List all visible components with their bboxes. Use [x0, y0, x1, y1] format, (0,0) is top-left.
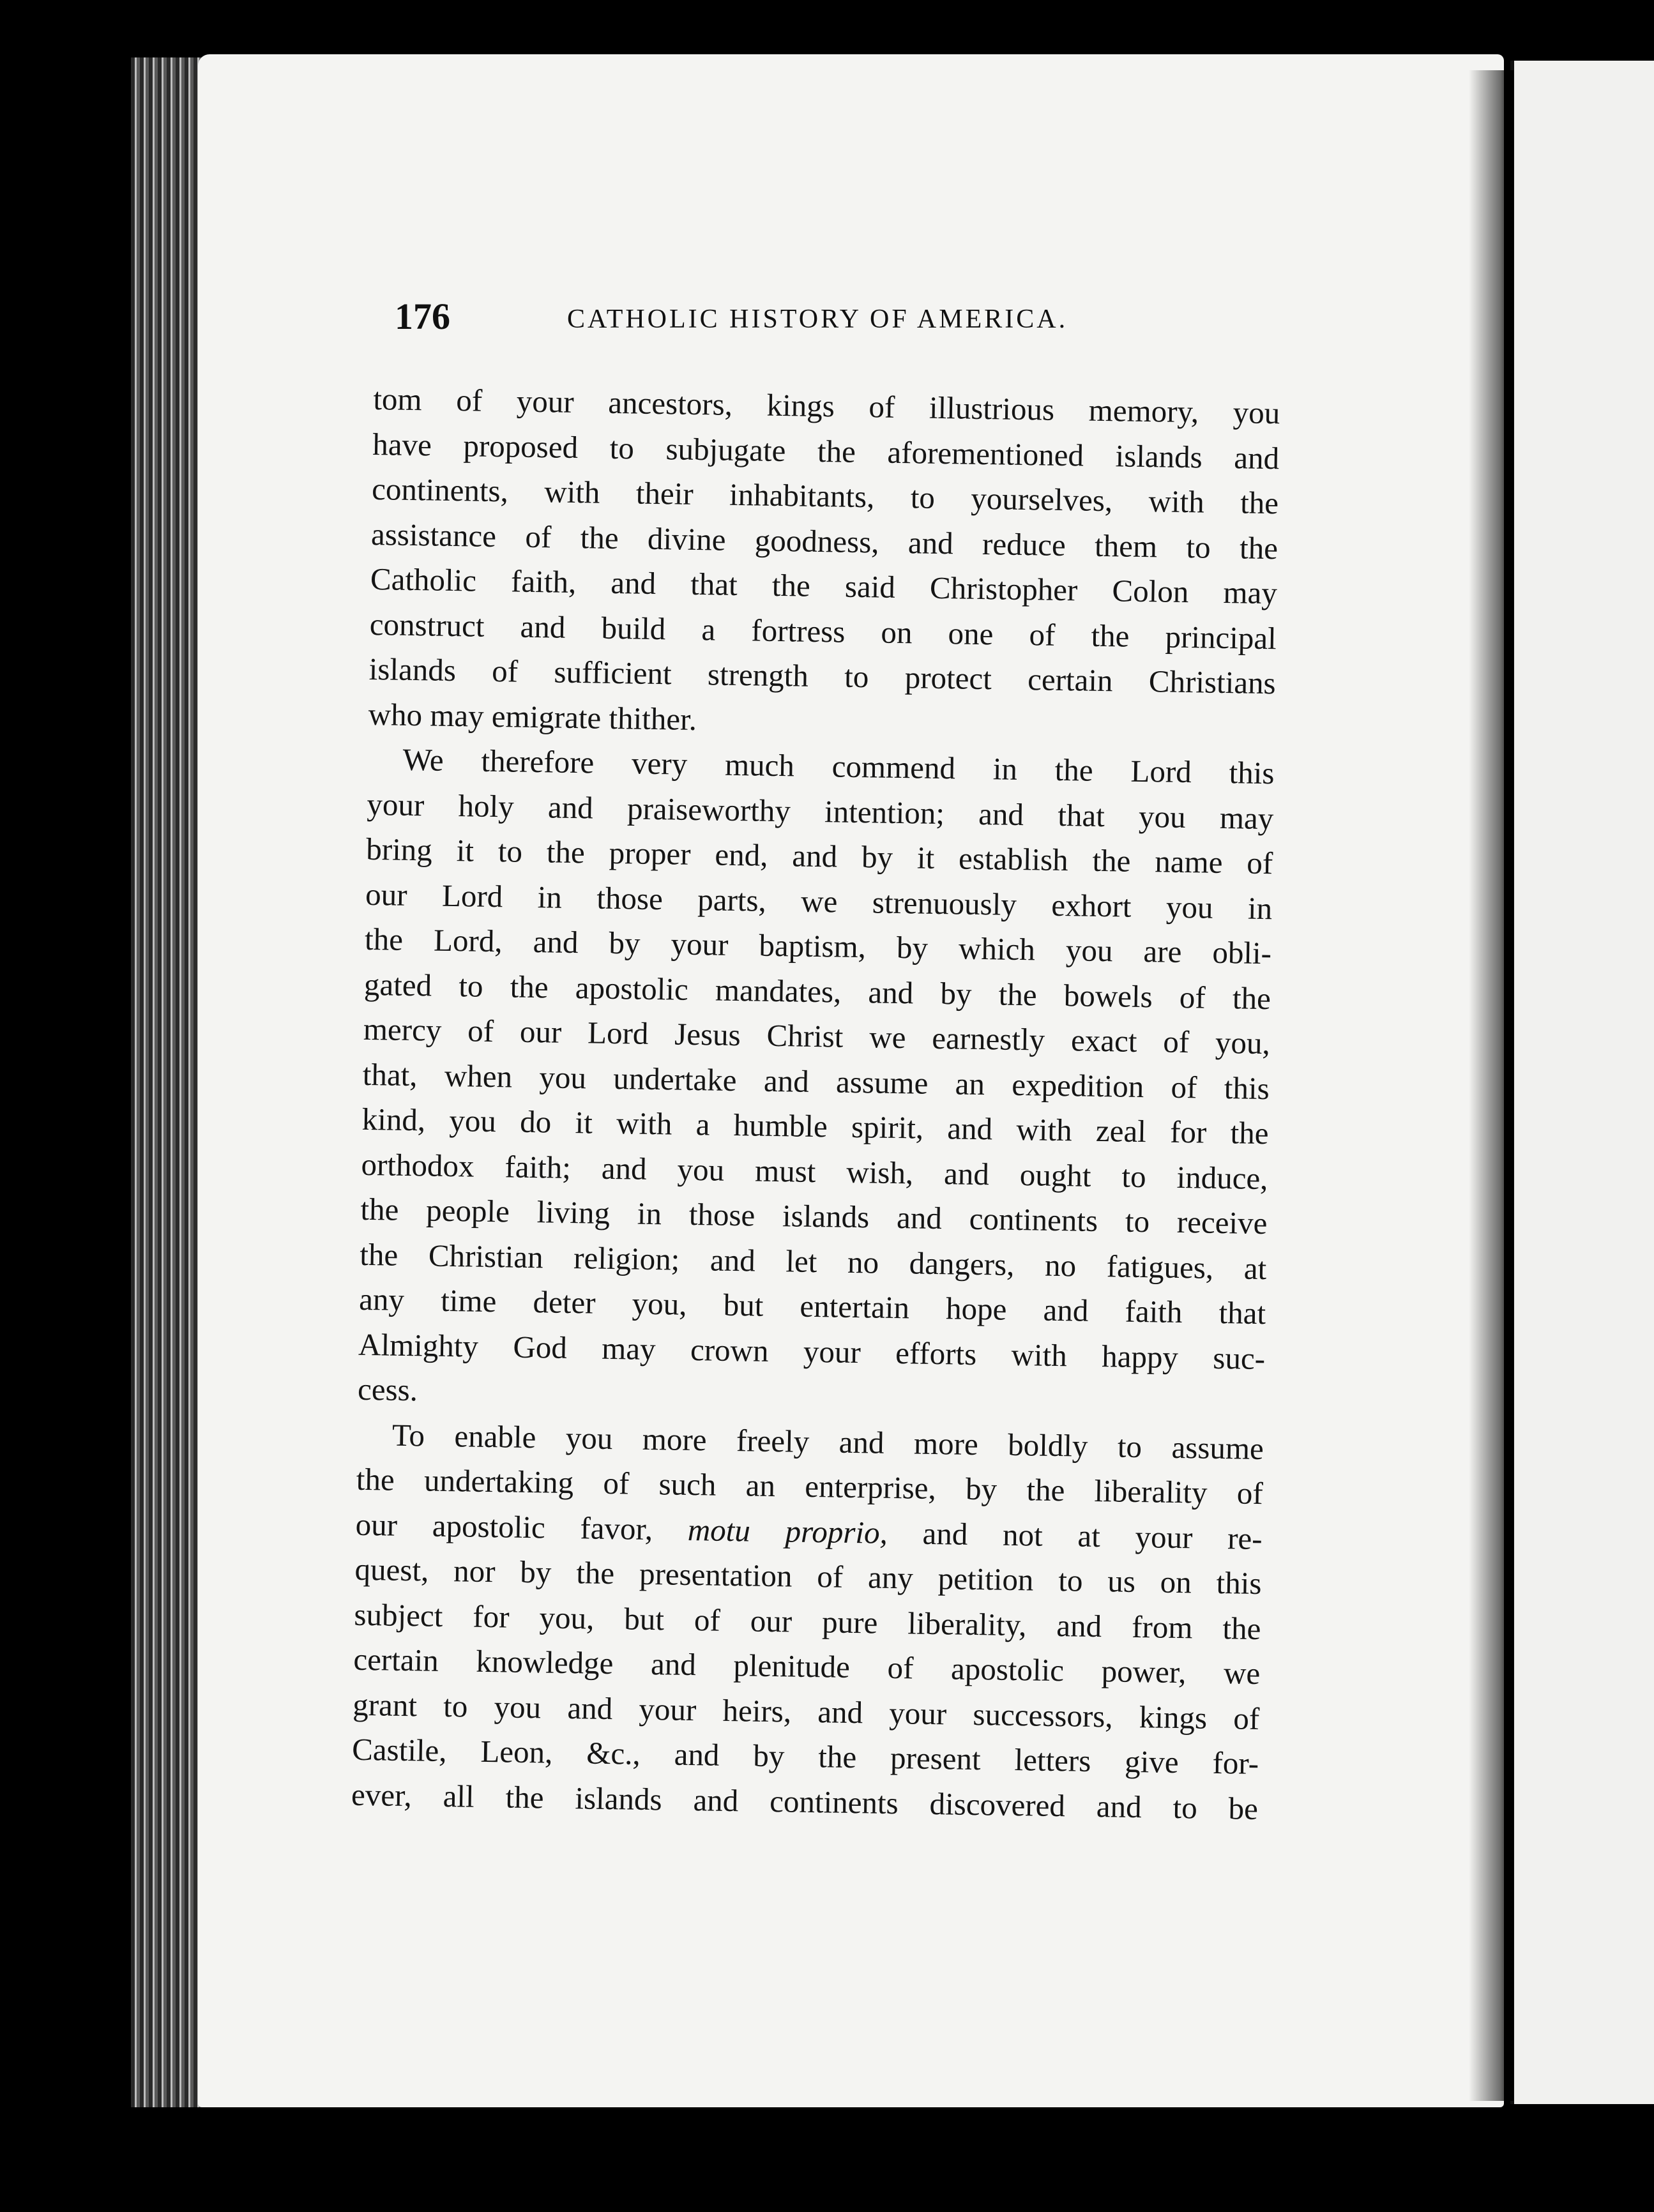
text-line: the Lord, and by your baptism, by which you are obli-	[364, 921, 1272, 971]
text-line: ever, all the islands and continents discovered and to be	[351, 1776, 1259, 1826]
body-text	[351, 377, 1280, 1831]
text-line: Almighty God may crown your efforts with happy suc-	[358, 1326, 1266, 1376]
text-line: construct and build a fortress on one of the principal	[369, 606, 1277, 656]
text-line: tom of your ancestors, kings of illustrious memory, you	[373, 381, 1280, 431]
running-title: CATHOLIC HISTORY OF AMERICA.	[567, 305, 1068, 334]
text-line: certain knowledge and plenitude of apostolic power, we	[353, 1641, 1261, 1692]
text-line: our Lord in those parts, we strenuously exhort you in	[365, 876, 1273, 926]
page-edges	[131, 57, 204, 2107]
text-line: bring it to the proper end, and by it establish the name of	[365, 831, 1273, 881]
paragraph-1	[368, 377, 1280, 751]
text-line: subject for you, but of our pure liberality, and from the	[354, 1596, 1261, 1646]
text-line: the Christian religion; and let no dangers, no fatigues, at	[359, 1236, 1267, 1286]
text-line: Catholic faith, and that the said Christopher Colon may	[370, 561, 1278, 611]
text-line: We therefore very much commend in the Lord this	[402, 741, 1275, 791]
text-line: your holy and praiseworthy intention; and that you may	[367, 786, 1274, 836]
text-line: have proposed to subjugate the aforementioned islands and	[372, 426, 1280, 476]
facing-page-edge	[1510, 61, 1654, 2104]
text-line: quest, nor by the presentation of any petition to us on this	[354, 1551, 1262, 1602]
text-line: cess.	[357, 1371, 418, 1408]
text-line: who may emigrate thither.	[368, 696, 697, 737]
text-line: continents, with their inhabitants, to yourselves, with the	[371, 471, 1279, 521]
text-line: that, when you undertake and assume an expedition of this	[362, 1056, 1270, 1106]
paragraph-2	[358, 737, 1275, 1427]
text-line: kind, you do it with a humble spirit, and with zeal for the	[361, 1101, 1269, 1151]
text-line: gated to the apostolic mandates, and by the bowels of the	[363, 966, 1271, 1016]
text-run: and not at your re-	[887, 1515, 1263, 1556]
text-line: To enable you more freely and more boldly to assume	[391, 1417, 1264, 1466]
text-line: grant to you and your heirs, and your successors, kings of	[352, 1686, 1260, 1736]
text-line: Castile, Leon, &c., and by the present letters give for-	[351, 1731, 1259, 1782]
text-line: orthodox faith; and you must wish, and ought to induce,	[361, 1146, 1268, 1196]
text-line: assistance of the divine goodness, and reduce them to the	[370, 516, 1278, 566]
page-number: 176	[395, 296, 450, 337]
gutter-shadow	[1469, 70, 1514, 2101]
paragraph-3	[351, 1412, 1264, 1831]
text-line: any time deter you, but entertain hope and faith that	[358, 1281, 1266, 1331]
text-line: the people living in those islands and continents to receive	[360, 1191, 1268, 1241]
text-run: our apostolic favor,	[355, 1506, 688, 1547]
text-line: islands of sufficient strength to protect certain Christians	[368, 651, 1277, 701]
text-line: the undertaking of such an enterprise, by the liberality of	[356, 1461, 1264, 1511]
text-line: mercy of our Lord Jesus Christ we earnestly exact of you,	[363, 1011, 1271, 1061]
italic-phrase: motu proprio,	[687, 1511, 888, 1550]
running-head	[395, 295, 1116, 340]
